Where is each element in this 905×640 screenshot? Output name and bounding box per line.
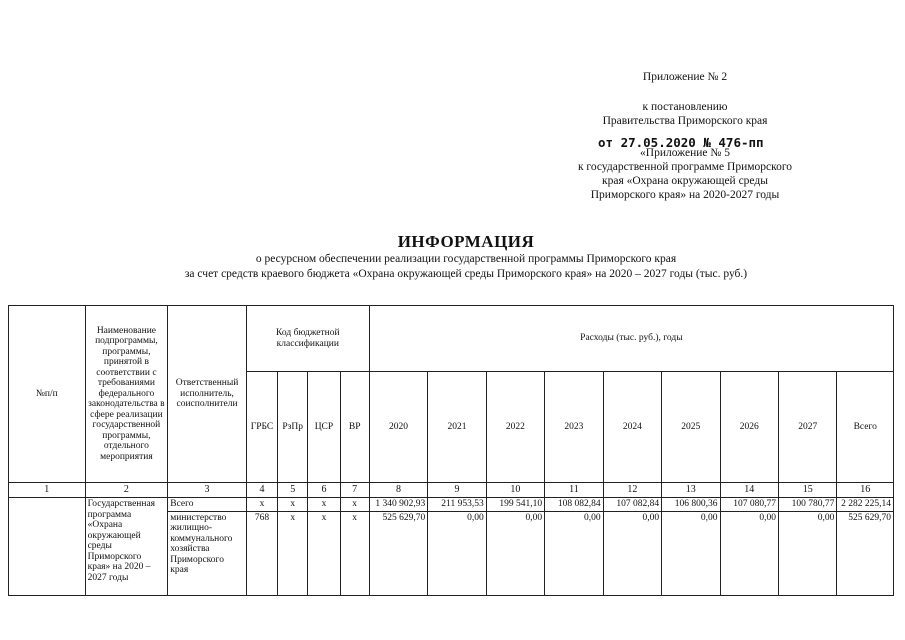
row-value-2026: 107 080,77 — [720, 498, 778, 512]
row-grbs: 768 — [246, 511, 277, 595]
document-subtitle-1: о ресурсном обеспечении реализации государственной программы Приморского края — [255, 253, 677, 265]
row-csr: х — [308, 498, 340, 512]
row-executor: Всего — [168, 498, 247, 512]
col-number: 7 — [340, 483, 369, 498]
col-number: 16 — [837, 483, 894, 498]
program-line-2: края «Охрана окружающей среды — [602, 175, 768, 187]
header-name: Наименование подпрограммы, программы, принятой в соответствии с требованиями федерального законодательства в сфере реализации государственной программы, отдельного мероприятия — [85, 306, 168, 483]
header-2025: 2025 — [662, 372, 720, 483]
inner-appendix-block — [520, 146, 850, 202]
row-value-2023: 108 082,84 — [545, 498, 603, 512]
appendix-block — [520, 70, 850, 128]
col-number: 11 — [545, 483, 603, 498]
header-2024: 2024 — [603, 372, 661, 483]
header-2020: 2020 — [369, 372, 427, 483]
col-number: 8 — [369, 483, 427, 498]
row-num-cell — [9, 498, 86, 596]
header-csr: ЦСР — [308, 372, 340, 483]
row-csr: х — [308, 511, 340, 595]
row-value-2027: 100 780,77 — [778, 498, 836, 512]
row-value-2025: 106 800,36 — [662, 498, 720, 512]
document-subtitle-2: за счет средств краевого бюджета «Охрана окружающей среды Приморского края» на 2020 – 2027 годы (тыс. руб.) — [184, 268, 748, 280]
row-rzpr: х — [278, 498, 308, 512]
row-value-2025: 0,00 — [662, 511, 720, 595]
row-value-2021: 0,00 — [428, 511, 486, 595]
resolution-line-1: к постановлению — [642, 101, 728, 113]
col-number: 6 — [308, 483, 340, 498]
row-value-2023: 0,00 — [545, 511, 603, 595]
header-grbs: ГРБС — [246, 372, 277, 483]
col-number: 5 — [278, 483, 308, 498]
program-line-1: к государственной программе Приморского — [577, 161, 793, 173]
row-value-2021: 211 953,53 — [428, 498, 486, 512]
resource-table — [8, 305, 894, 596]
header-vr: ВР — [340, 372, 369, 483]
col-number: 15 — [778, 483, 836, 498]
header-2023: 2023 — [545, 372, 603, 483]
program-line-3: Приморского края» на 2020-2027 годы — [590, 189, 780, 201]
row-value-2022: 199 541,10 — [486, 498, 544, 512]
col-number: 1 — [9, 483, 86, 498]
row-vr: х — [340, 511, 369, 595]
row-grbs: х — [246, 498, 277, 512]
header-2026: 2026 — [720, 372, 778, 483]
col-number: 4 — [246, 483, 277, 498]
resolution-stamp: от 27.05.2020 № 476-пп — [598, 135, 764, 150]
row-vr: х — [340, 498, 369, 512]
col-number: 2 — [85, 483, 168, 498]
row-executor: министерство жилищно-коммунального хозяйства Приморского края — [168, 511, 247, 595]
header-rzpr: РзПр — [278, 372, 308, 483]
table-row — [9, 498, 894, 512]
col-number: 14 — [720, 483, 778, 498]
inner-appendix-title: «Приложение № 5 — [640, 147, 730, 159]
col-number: 12 — [603, 483, 661, 498]
row-value-2022: 0,00 — [486, 511, 544, 595]
column-number-row — [9, 483, 894, 498]
header-total: Всего — [837, 372, 894, 483]
col-number: 13 — [662, 483, 720, 498]
header-executor: Ответственный исполнитель, соисполнители — [168, 306, 247, 483]
header-2021: 2021 — [428, 372, 486, 483]
header-expenses: Расходы (тыс. руб.), годы — [369, 306, 893, 372]
row-rzpr: х — [278, 511, 308, 595]
resolution-line-2: Правительства Приморского края — [602, 115, 768, 127]
row-value-total: 525 629,70 — [837, 511, 894, 595]
row-value-2024: 107 082,84 — [603, 498, 661, 512]
appendix-title: Приложение № 2 — [642, 71, 728, 83]
row-value-2020: 1 340 902,93 — [369, 498, 427, 512]
header-budget-code: Код бюджетной классификации — [246, 306, 369, 372]
document-title: ИНФОРМАЦИЯ — [397, 232, 535, 251]
col-number: 10 — [486, 483, 544, 498]
col-number: 3 — [168, 483, 247, 498]
row-value-2020: 525 629,70 — [369, 511, 427, 595]
row-value-total: 2 282 225,14 — [837, 498, 894, 512]
col-number: 9 — [428, 483, 486, 498]
program-name: Государственная программа «Охрана окружающей среды Приморского края» на 2020 – 2027 годы — [85, 498, 168, 596]
row-value-2026: 0,00 — [720, 511, 778, 595]
header-2022: 2022 — [486, 372, 544, 483]
row-value-2027: 0,00 — [778, 511, 836, 595]
row-value-2024: 0,00 — [603, 511, 661, 595]
header-num: №п/п — [9, 306, 86, 483]
header-2027: 2027 — [778, 372, 836, 483]
